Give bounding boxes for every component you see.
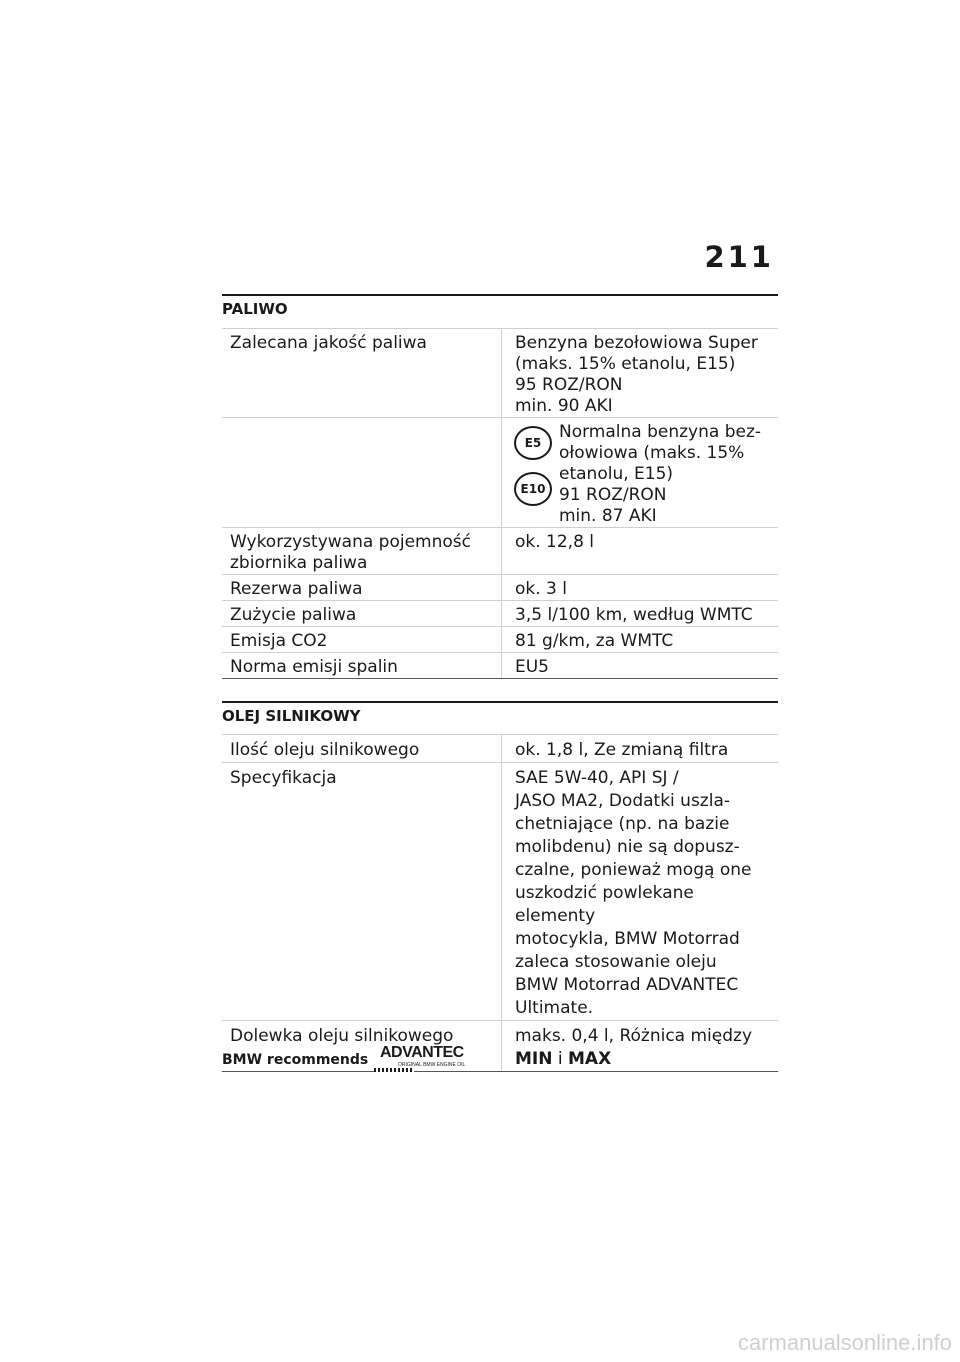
spec-value: Normalna benzyna bez- [559, 422, 762, 442]
oil-section-title: OLEJ SILNIKOWY [222, 701, 778, 731]
spec-label: Wykorzystywana pojemność [230, 532, 471, 552]
table-row [222, 763, 778, 1021]
fuel-spec-table [222, 328, 778, 679]
table-row [222, 575, 778, 601]
spec-value-cell [502, 575, 779, 601]
spec-label-cell [222, 763, 502, 1021]
spec-value: (maks. 15% etanolu, E15) [515, 354, 736, 374]
spec-value-cell [502, 735, 779, 763]
spec-label-cell [222, 575, 502, 601]
table-row [222, 528, 778, 575]
spec-value-cell [502, 329, 779, 418]
min-marker: MIN [515, 1049, 553, 1069]
spec-value: ołowiowa (maks. 15% [559, 443, 745, 463]
fuel-icon-description [559, 422, 770, 527]
spec-value: ok. 3 l [515, 579, 567, 599]
spec-value: min. 90 AKI [515, 396, 613, 416]
spec-value: motocykla, BMW Motorrad [515, 929, 740, 949]
spec-value: ok. 12,8 l [515, 532, 595, 552]
table-row [222, 735, 778, 763]
min-max-join: i [552, 1049, 569, 1069]
spec-label: Norma emisji spalin [230, 657, 398, 677]
spec-value: maks. 0,4 l, Różnica między [515, 1026, 753, 1046]
spec-value: 81 g/km, za WMTC [515, 631, 674, 651]
spec-value-cell [502, 653, 779, 679]
spec-label-cell [222, 528, 502, 575]
spec-label-cell [222, 329, 502, 418]
spec-value: JASO MA2, Dodatki uszla- [515, 791, 731, 811]
table-row [222, 627, 778, 653]
spec-value: min. 87 AKI [559, 506, 657, 526]
spec-label: Ilość oleju silnikowego [230, 740, 420, 760]
watermark: carmanualsonline.info [737, 1330, 952, 1355]
spec-value: EU5 [515, 657, 549, 677]
max-marker: MAX [568, 1049, 612, 1069]
spec-value-cell [502, 601, 779, 627]
page-number: 211 [704, 240, 774, 274]
spec-value: SAE 5W-40, API SJ / [515, 768, 679, 788]
spec-value-cell [502, 528, 779, 575]
spec-label-cell [222, 627, 502, 653]
spec-value: 95 ROZ/RON [515, 375, 623, 395]
spec-label: Zalecana jakość paliwa [230, 333, 427, 353]
fuel-e10-icon: E10 [514, 472, 552, 506]
spec-value: zaleca stosowanie oleju [515, 952, 717, 972]
spec-label-cell [222, 735, 502, 763]
spec-value: Ultimate. [515, 998, 594, 1018]
fuel-type-icons [514, 426, 552, 518]
advantec-logo-name: ADVANTEC [380, 1044, 464, 1061]
bmw-recommends-label: BMW recommends [222, 1052, 369, 1068]
spec-value-min-max [515, 1048, 770, 1071]
spec-label: Zużycie paliwa [230, 605, 357, 625]
spec-value: BMW Motorrad ADVANTEC [515, 975, 739, 995]
fuel-e5-icon: E5 [514, 426, 552, 460]
spec-value-cell [502, 418, 779, 528]
table-row [222, 418, 778, 528]
spec-value: ok. 1,8 l, Ze zmianą filtra [515, 740, 729, 760]
spec-label: Specyfikacja [230, 768, 337, 788]
advantec-logo-bar [374, 1068, 414, 1072]
spec-label-cell [222, 653, 502, 679]
oil-spec-table [222, 734, 778, 1072]
advantec-logo [374, 1044, 474, 1072]
spec-value: czalne, ponieważ mogą one [515, 860, 752, 880]
spec-label: zbiornika paliwa [230, 553, 368, 573]
spec-label: Rezerwa paliwa [230, 579, 363, 599]
spec-value-cell [502, 1021, 779, 1072]
spec-value: etanolu, E15) [559, 464, 674, 484]
spec-value: Benzyna bezołowiowa Super [515, 333, 758, 353]
spec-value: uszkodzić powlekane elementy [515, 883, 694, 926]
spec-value: molibdenu) nie są dopusz- [515, 837, 740, 857]
spec-value: 91 ROZ/RON [559, 485, 667, 505]
spec-label: Emisja CO2 [230, 631, 328, 651]
spec-value-cell [502, 763, 779, 1021]
table-row [222, 329, 778, 418]
spec-label-cell [222, 601, 502, 627]
spec-value: chetniające (np. na bazie [515, 814, 730, 834]
spec-value-cell [502, 627, 779, 653]
spec-label: Dolewka oleju silnikowego [230, 1026, 454, 1046]
advantec-logo-subtitle: ORIGINAL BMW ENGINE OIL [398, 1062, 466, 1068]
table-row [222, 601, 778, 627]
table-row [222, 653, 778, 679]
fuel-section-title: PALIWO [222, 294, 778, 324]
spec-value: 3,5 l/100 km, według WMTC [515, 605, 753, 625]
spec-label-cell [222, 418, 502, 528]
